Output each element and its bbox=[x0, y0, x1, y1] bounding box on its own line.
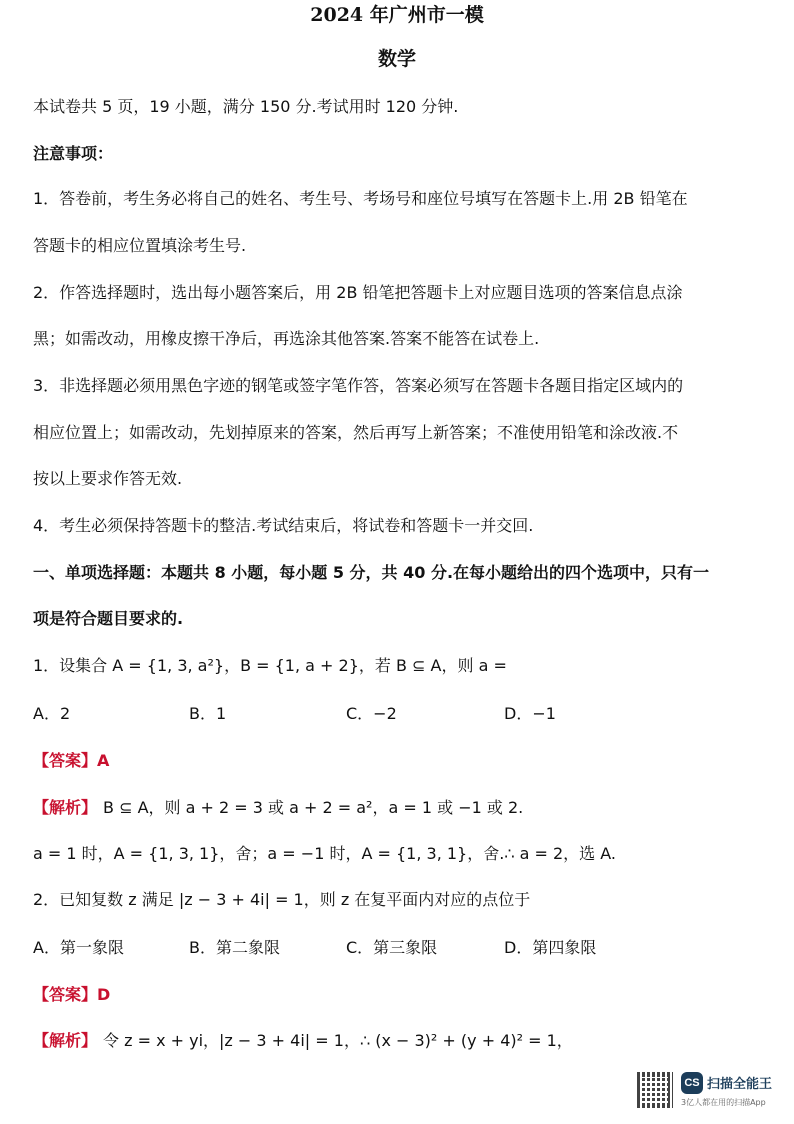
question-2-analysis-line-1 bbox=[33, 1030, 573, 1052]
question-1-analysis-line-1 bbox=[33, 797, 523, 819]
question-1-analysis-line-2: a = 1 时，A = {1, 3, 1}，舍；a = −1 时，A = {1, 3, 1}，舍.∴ a = 2，选 A. bbox=[33, 844, 616, 863]
question-2-answer: 【答案】D bbox=[33, 985, 111, 1004]
question-1-option-d: D．−1 bbox=[504, 704, 556, 723]
question-2-option-c: C．第三象限 bbox=[346, 938, 438, 957]
camscanner-name: 扫描全能王 bbox=[707, 1077, 773, 1092]
note-3-line-1: 3．非选择题必须用黑色字迹的钢笔或签字笔作答，答案必须写在答题卡各题目指定区域内的 bbox=[33, 376, 684, 395]
question-2-option-a: A．第一象限 bbox=[33, 938, 124, 957]
section-1-heading-line-2: 项是符合题目要求的. bbox=[33, 609, 184, 628]
note-2-line-1: 2．作答选择题时，选出每小题答案后，用 2B 铅笔把答题卡上对应题目选项的答案信息点涂 bbox=[33, 283, 683, 302]
question-1-stem: 1．设集合 A = {1, 3, a²}，B = {1, a + 2}，若 B ⊆ A，则 a = bbox=[33, 656, 507, 675]
analysis-text: B ⊆ A，则 a + 2 = 3 或 a + 2 = a²，a = 1 或 −1 或 2. bbox=[103, 798, 524, 817]
note-4: 4．考生必须保持答题卡的整洁.考试结束后，将试卷和答题卡一并交回. bbox=[33, 516, 534, 535]
question-1-option-b: B．1 bbox=[189, 704, 227, 723]
note-3-line-2: 相应位置上；如需改动，先划掉原来的答案，然后再写上新答案；不准使用铅笔和涂改液.不 bbox=[33, 423, 679, 442]
note-2-line-2: 黑；如需改动，用橡皮擦干净后，再选涂其他答案.答案不能答在试卷上. bbox=[33, 329, 540, 348]
analysis-text: 令 z = x + yi，|z − 3 + 4i| = 1，∴ (x − 3)² + (y + 4)² = 1， bbox=[103, 1031, 573, 1050]
analysis-label: 【解析】 bbox=[33, 1031, 98, 1050]
section-1-heading-line-1: 一、单项选择题：本题共 8 小题，每小题 5 分，共 40 分.在每小题给出的四个选项中，只有一 bbox=[33, 563, 710, 582]
note-3-line-3: 按以上要求作答无效. bbox=[33, 469, 183, 488]
question-2-stem: 2．已知复数 z 满足 |z − 3 + 4i| = 1，则 z 在复平面内对应的点位于 bbox=[33, 890, 531, 909]
intro-text: 本试卷共 5 页，19 小题，满分 150 分.考试用时 120 分钟. bbox=[33, 97, 459, 116]
question-2-option-d: D．第四象限 bbox=[504, 938, 597, 957]
question-1-option-c: C．−2 bbox=[346, 704, 397, 723]
exam-title: 2024 年广州市一模 bbox=[310, 4, 484, 26]
analysis-label: 【解析】 bbox=[33, 798, 98, 817]
question-1-answer: 【答案】A bbox=[33, 751, 110, 770]
subject-title: 数学 bbox=[377, 48, 416, 70]
question-1-option-a: A．2 bbox=[33, 704, 71, 723]
camscanner-tagline: 3亿人都在用的扫描App bbox=[681, 1098, 766, 1107]
note-1-line-1: 1．答卷前，考生务必将自己的姓名、考生号、考场号和座位号填写在答题卡上.用 2B 铅笔在 bbox=[33, 189, 688, 208]
camscanner-logo-icon: CS bbox=[681, 1072, 703, 1094]
notes-heading: 注意事项： bbox=[33, 144, 114, 163]
question-2-option-b: B．第二象限 bbox=[189, 938, 280, 957]
qr-code-icon bbox=[637, 1072, 673, 1108]
note-1-line-2: 答题卡的相应位置填涂考生号. bbox=[33, 236, 247, 255]
